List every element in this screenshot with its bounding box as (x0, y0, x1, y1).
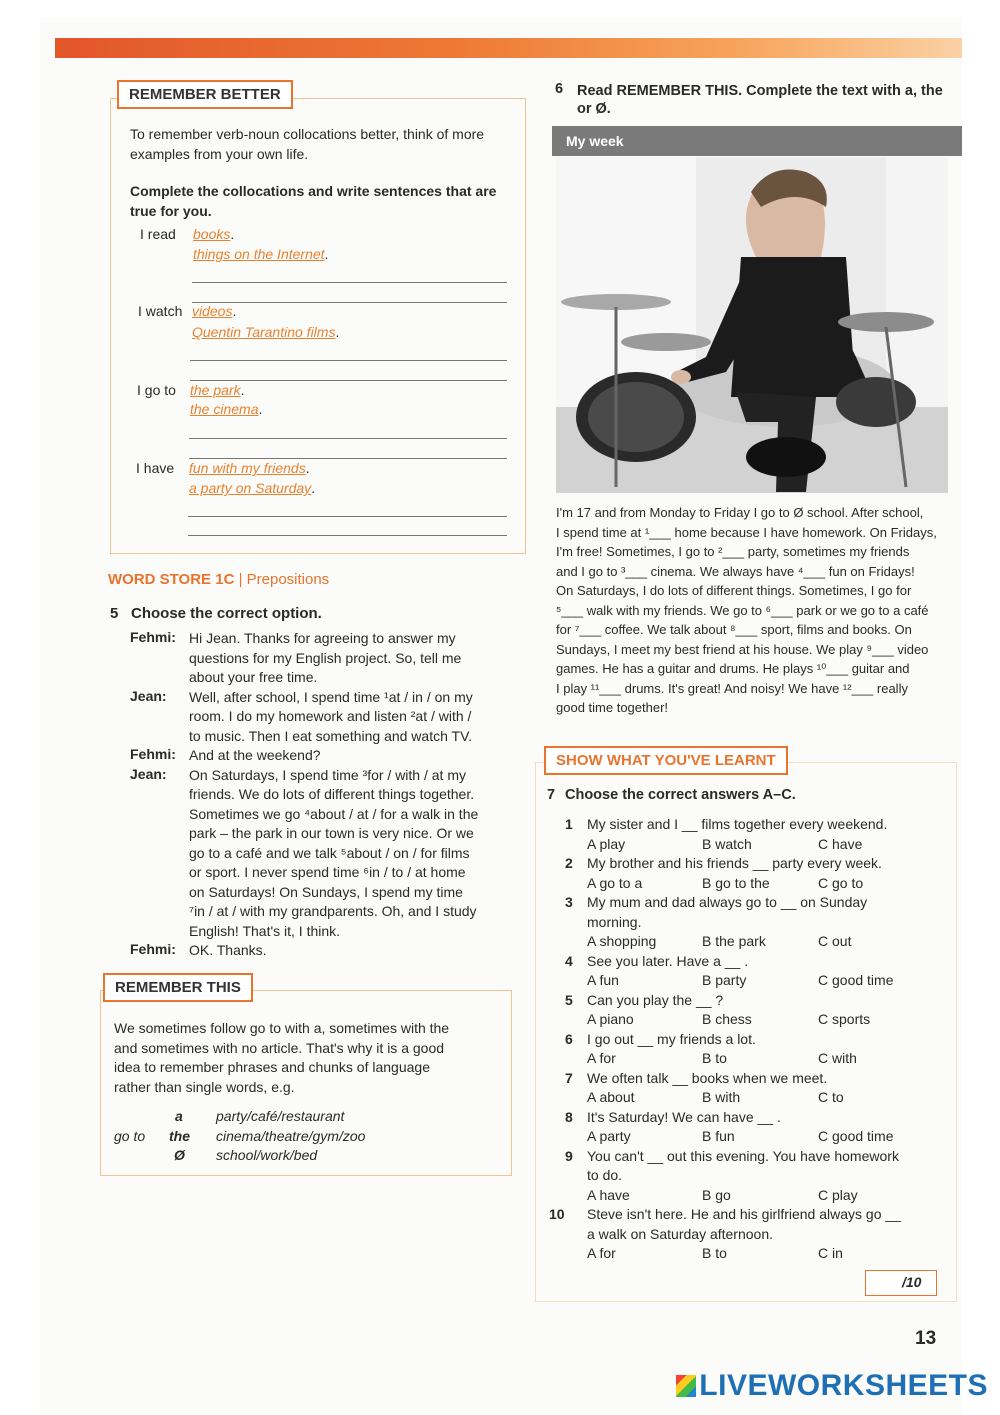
body-line: We sometimes follow go to with a, sometimes with the (114, 1020, 450, 1036)
speaker-label: Fehmi: (130, 941, 176, 957)
liveworksheets-logo[interactable] (676, 1369, 988, 1403)
text-line: games. He has a guitar and drums. He plays ¹⁰___ guitar and (556, 661, 910, 676)
collocation-answer-1 (192, 302, 236, 322)
dialog-line: friends. We do lots of different things together. (189, 786, 475, 802)
dialog-line: Sometimes we go ⁴about / at / for a walk in the (189, 805, 479, 822)
question-number: 2 (565, 855, 573, 871)
collocation-verb: I go to (137, 382, 176, 398)
dialog-line: room. I do my homework and listen ²at / with / (189, 708, 472, 724)
option-b[interactable]: B watch (702, 835, 752, 852)
option-c[interactable]: C good time (818, 972, 894, 988)
question-number: 1 (565, 816, 573, 832)
remember-this-title: REMEMBER THIS (103, 973, 253, 1002)
writing-line[interactable] (192, 302, 507, 303)
collocation-verb: I read (140, 226, 176, 242)
answer-text: a party on Saturday (189, 480, 312, 496)
dialog-line: OK. Thanks. (189, 942, 267, 958)
ex7-number: 7 (547, 787, 556, 803)
question-text: See you later. Have a __ . (587, 952, 749, 969)
article-the: the (169, 1128, 190, 1144)
collocation-answer-2 (193, 245, 328, 265)
question-text-cont: morning. (587, 913, 642, 930)
option-a[interactable]: A party (587, 1128, 631, 1144)
question-number: 8 (565, 1108, 573, 1125)
dot: . (324, 246, 329, 262)
text-line: good time together! (556, 700, 669, 715)
option-a[interactable]: A about (587, 1089, 635, 1105)
option-a[interactable]: A shopping (587, 933, 657, 949)
ex6-instruction-2: or Ø. (577, 101, 611, 117)
answer-text: videos (192, 303, 233, 319)
question-text: It's Saturday! We can have __ . (587, 1108, 781, 1125)
option-a[interactable]: A go to a (587, 874, 643, 891)
body-line: idea to remember phrases and chunks of language (114, 1059, 430, 1075)
speaker-label: Fehmi: (130, 629, 176, 645)
option-c[interactable]: C with (818, 1050, 857, 1066)
option-c[interactable]: C sports (818, 1011, 871, 1027)
option-b[interactable]: B go (702, 1186, 731, 1203)
question-number: 4 (565, 952, 573, 969)
speaker-label: Fehmi: (130, 746, 176, 762)
collocation-answer-1 (189, 459, 310, 479)
option-c[interactable]: C out (818, 933, 852, 949)
dot: . (230, 226, 235, 242)
dialog-line: English! That's it, I think. (189, 922, 341, 939)
writing-line[interactable] (192, 282, 507, 283)
dialog-line: Hi Jean. Thanks for agreeing to answer my (189, 630, 456, 646)
option-c[interactable]: C have (818, 835, 863, 852)
body-line: and sometimes with no article. That's why it is a good (114, 1039, 445, 1056)
word-store-heading (108, 571, 329, 588)
question-number: 3 (565, 894, 573, 910)
question-text: We often talk __ books when we meet. (587, 1069, 828, 1086)
option-c[interactable]: C in (818, 1245, 843, 1261)
remember-better-intro: To remember verb-noun collocations better, think of more examples from your own life. (130, 126, 485, 162)
answer-text: things on the Internet (193, 246, 325, 262)
dialog-line: park – the park in our town is very nice. Or we (189, 825, 474, 841)
text-line: and I go to ³___ cinema. We always have ⁴___ fun on Fridays! (556, 563, 915, 579)
dot: . (232, 303, 237, 319)
option-b[interactable]: B the park (702, 933, 766, 949)
option-a[interactable]: A piano (587, 1011, 634, 1027)
show-title: SHOW WHAT YOU'VE LEARNT (544, 746, 788, 775)
collocation-verb: I have (136, 460, 175, 476)
article-a: a (175, 1108, 183, 1124)
header-color-bar (55, 38, 962, 58)
question-text: Can you play the __ ? (587, 991, 724, 1008)
word-store-separator: | (234, 571, 247, 588)
option-b[interactable]: B party (702, 972, 747, 988)
option-b[interactable]: B fun (702, 1128, 735, 1144)
question-text: My mum and dad always go to __ on Sunday (587, 894, 868, 910)
text-line: for ⁷___ coffee. We talk about ⁸___ sport, films and books. On (556, 622, 912, 637)
score-label: /10 (902, 1274, 922, 1290)
dot: . (258, 401, 263, 417)
text-line: I play ¹¹___ drums. It's great! And noisy! We have ¹²___ really (556, 680, 908, 696)
go-to-label: go to (114, 1128, 146, 1144)
option-a[interactable]: A for (587, 1050, 616, 1066)
dialog-line: Well, after school, I spend time ¹at / in / on my (189, 688, 473, 705)
writing-line[interactable] (188, 516, 507, 517)
dialog-line: or sport. I never spend time ⁶in / to / at home (189, 864, 466, 880)
page-number: 13 (915, 1328, 937, 1349)
writing-line[interactable] (190, 360, 507, 361)
article-the-items: cinema/theatre/gym/zoo (216, 1128, 366, 1144)
collocation-answer-2 (190, 400, 262, 420)
text-line: On Saturdays, I do lots of different things. Sometimes, I go for (556, 583, 912, 598)
option-a[interactable]: A play (587, 835, 626, 852)
option-c[interactable]: C play (818, 1186, 858, 1203)
dialog-line: And at the weekend? (189, 747, 321, 763)
question-number: 9 (565, 1147, 573, 1164)
option-b[interactable]: B go to the (702, 874, 770, 891)
word-store-title: WORD STORE 1C (108, 571, 235, 588)
writing-line[interactable] (188, 535, 507, 536)
question-number: 10 (549, 1206, 565, 1222)
drummer-illustration (556, 157, 948, 493)
dialog-line: on Saturdays! On Sundays, I spend my time (189, 883, 463, 900)
question-text-cont: to do. (587, 1167, 623, 1183)
collocation-answer-1 (190, 381, 244, 401)
answer-text: fun with my friends (189, 460, 306, 476)
text-line: ⁵___ walk with my friends. We go to ⁶___ park or we go to a café (556, 602, 929, 618)
remember-this-body (114, 1019, 506, 1097)
body-line: rather than single words, e.g. (114, 1078, 295, 1095)
dialog-line: go to a café and we talk ⁵about / on / for films (189, 844, 470, 861)
answer-text: books (193, 226, 231, 242)
logo-text: LIVEWORKSHEETS (699, 1369, 988, 1402)
logo-icon (676, 1375, 696, 1397)
question-text: Steve isn't here. He and his girlfriend always go __ (587, 1206, 901, 1222)
remember-better-instruction: Complete the collocations and write sentences that are true for you. (130, 183, 497, 219)
article-zero: Ø (174, 1147, 185, 1163)
ex7-instruction: Choose the correct answers A–C. (565, 787, 796, 803)
answer-text: the park (190, 382, 241, 398)
speaker-label: Jean: (130, 687, 167, 704)
option-b[interactable]: B with (702, 1089, 741, 1105)
dialog-line: On Saturdays, I spend time ³for / with / at my (189, 766, 466, 783)
speaker-label: Jean: (130, 765, 167, 782)
option-a[interactable]: A have (587, 1186, 630, 1203)
option-b[interactable]: B to (702, 1050, 727, 1066)
dot: . (335, 324, 340, 340)
collocation-answer-2 (189, 479, 315, 499)
remember-better-title: REMEMBER BETTER (117, 80, 293, 109)
ex6-instruction-1: Read REMEMBER THIS. Complete the text with a, the (577, 83, 943, 99)
word-store-subtitle: Prepositions (246, 571, 330, 588)
article-a-items: party/café/restaurant (216, 1108, 345, 1124)
ex6-text (556, 503, 951, 718)
drummer-photo (556, 157, 948, 493)
question-number: 7 (565, 1069, 573, 1086)
question-text: My brother and his friends __ party every week. (587, 855, 882, 871)
collocation-answer-1 (193, 225, 234, 245)
text-line: I'm 17 and from Monday to Friday I go to Ø school. After school, (556, 505, 924, 520)
option-c[interactable]: C go to (818, 874, 864, 891)
ex6-header: My week (552, 126, 962, 156)
text-line: Sundays, I meet my best friend at his house. We play ⁹___ video (556, 641, 929, 657)
dialog-line: questions for my English project. So, tell me (189, 649, 462, 666)
answer-text: the cinema (190, 401, 259, 417)
dot: . (240, 382, 245, 398)
ex6-number: 6 (555, 81, 564, 97)
dot: . (305, 460, 310, 476)
option-a[interactable]: A for (587, 1245, 616, 1261)
collocation-verb: I watch (138, 303, 183, 319)
option-b[interactable]: B to (702, 1245, 727, 1261)
dialog-line: to music. Then I eat something and watch TV. (189, 727, 473, 744)
question-number: 5 (565, 991, 573, 1008)
option-c[interactable]: C to (818, 1089, 844, 1105)
dialog-line: ⁷in / at / with my grandparents. Oh, and I study (189, 903, 477, 919)
answer-text: Quentin Tarantino films (192, 324, 336, 340)
option-b[interactable]: B chess (702, 1011, 752, 1027)
article-zero-items: school/work/bed (216, 1147, 318, 1163)
writing-line[interactable] (189, 438, 507, 439)
text-line: I spend time at ¹___ home because I have homework. On Fridays, (556, 524, 937, 540)
text-line: I'm free! Sometimes, I go to ²___ party, sometimes my friends (556, 544, 910, 559)
ex5-instruction: Choose the correct option. (131, 605, 322, 622)
dot: . (311, 480, 316, 496)
question-text: I go out __ my friends a lot. (587, 1030, 756, 1047)
dialog-line: about your free time. (189, 669, 318, 685)
option-a[interactable]: A fun (587, 972, 619, 988)
collocation-answer-2 (192, 323, 339, 343)
score-box (865, 1270, 937, 1296)
question-number: 6 (565, 1030, 573, 1047)
option-c[interactable]: C good time (818, 1128, 894, 1144)
question-text: You can't __ out this evening. You have homework (587, 1147, 899, 1164)
ex5-number: 5 (110, 605, 119, 622)
question-text: My sister and I __ films together every weekend. (587, 816, 888, 832)
question-text-cont: a walk on Saturday afternoon. (587, 1225, 774, 1242)
